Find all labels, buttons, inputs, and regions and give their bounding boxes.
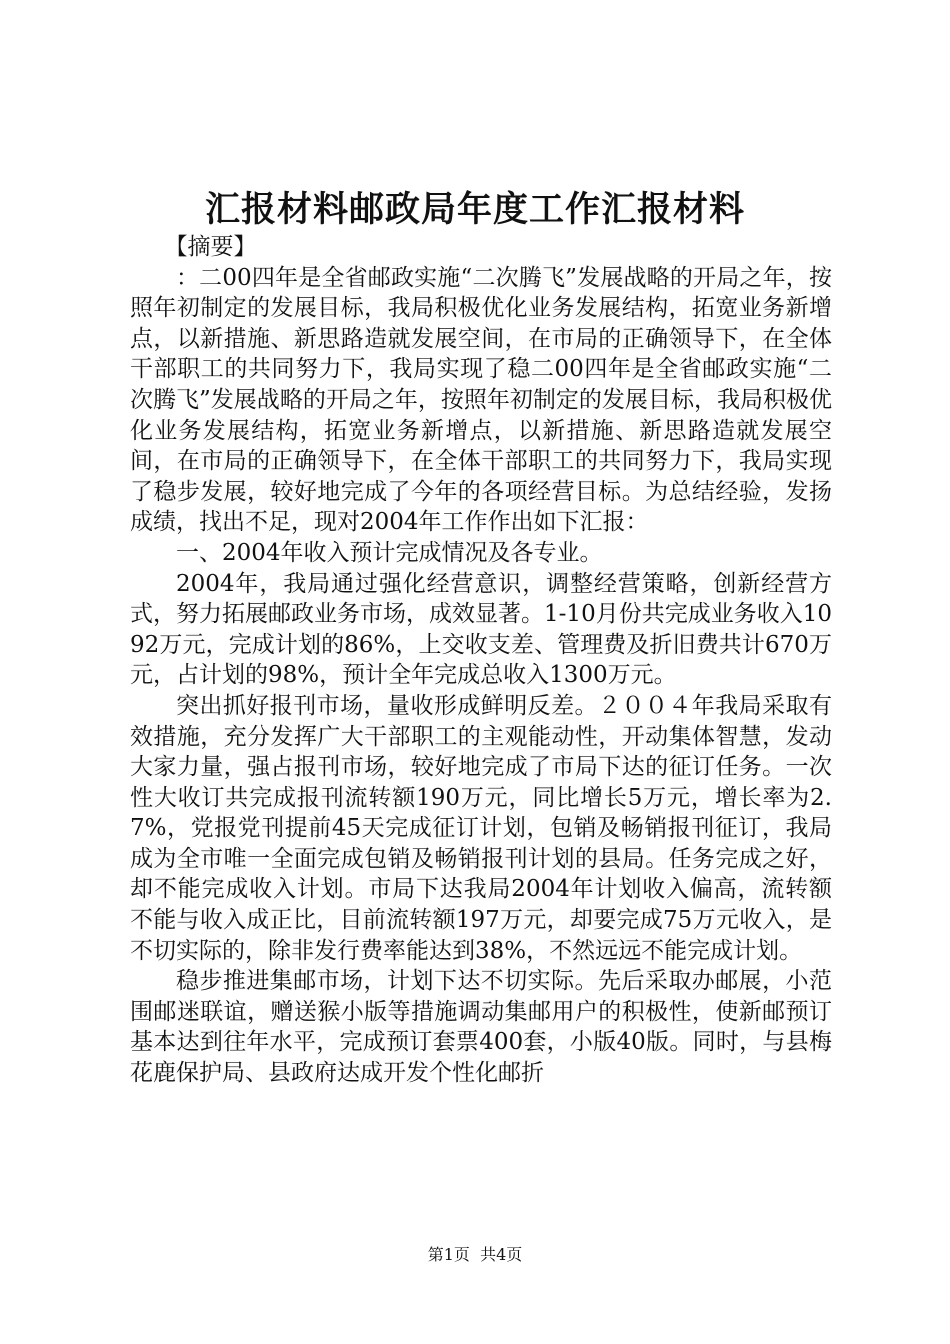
abstract-label: 【摘要】 <box>164 234 257 260</box>
body-paragraph: 2004年，我局通过强化经营意识，调整经营策略，创新经营方式，努力拓展邮政业务市场，成效显著。1-10月份共完成业务收入1092万元，完成计划的86%，上交收支差、管理费及折旧费共计670万元，占计划的98%，预计全年完成总收入1300万元。 <box>130 570 832 689</box>
body-paragraph: 突出抓好报刊市场，量收形成鲜明反差。２００４年我局采取有效措施，充分发挥广大干部职工的主观能动性，开动集体智慧，发动大家力量，强占报刊市场，较好地完成了市局下达的征订任务。一次性大收订共完成报刊流转额190万元，同比增长5万元，增长率为2.7%，党报党刊提前45天完成征订计划，包销及畅销报刊征订，我局成为全市唯一全面完成包销及畅销报刊计划的县局。任务完成之好，却不能完成收入计划。市局下达我局2004年计划收入偏高，流转额不能与收入成正比，目前流转额197万元，却要完成75万元收入，是不切实际的，除非发行费率能达到38%，不然远远不能完成计划。 <box>130 692 832 964</box>
body-paragraph: 稳步推进集邮市场，计划下达不切实际。先后采取办邮展，小范围邮迷联谊，赠送猴小版等措施调动集邮用户的积极性，使新邮预订基本达到往年水平，完成预订套票400套，小版40版。同时，与县梅花鹿保护局、县政府达成开发个性化邮折 <box>130 968 832 1087</box>
page-number: 第1页 <box>427 1245 470 1264</box>
document-title: 汇报材料邮政局年度工作汇报材料 <box>204 189 745 230</box>
body-paragraph: ：二00四年是全省邮政实施“二次腾飞”发展战略的开局之年，按照年初制定的发展目标，我局积极优化业务发展结构，拓宽业务新增点，以新措施、新思路造就发展空间，在市局的正确领导下，在全体干部职工的共同努力下，我局实现了稳二00四年是全省邮政实施“二次腾飞”发展战略的开局之年，按照年初制定的发展目标，我局积极优化业务发展结构，拓宽业务新增点，以新措施、新思路造就发展空间，在市局的正确领导下，在全体干部职工的共同努力下，我局实现了稳步发展，较好地完成了今年的各项经营目标。为总结经验，发扬成绩，找出不足，现对2004年工作作出如下汇报： <box>130 264 832 536</box>
section-heading: 一、2004年收入预计完成情况及各专业。 <box>176 539 603 566</box>
document-body <box>130 232 832 1089</box>
page-footer <box>0 1244 950 1266</box>
page-total: 共4页 <box>480 1245 523 1264</box>
